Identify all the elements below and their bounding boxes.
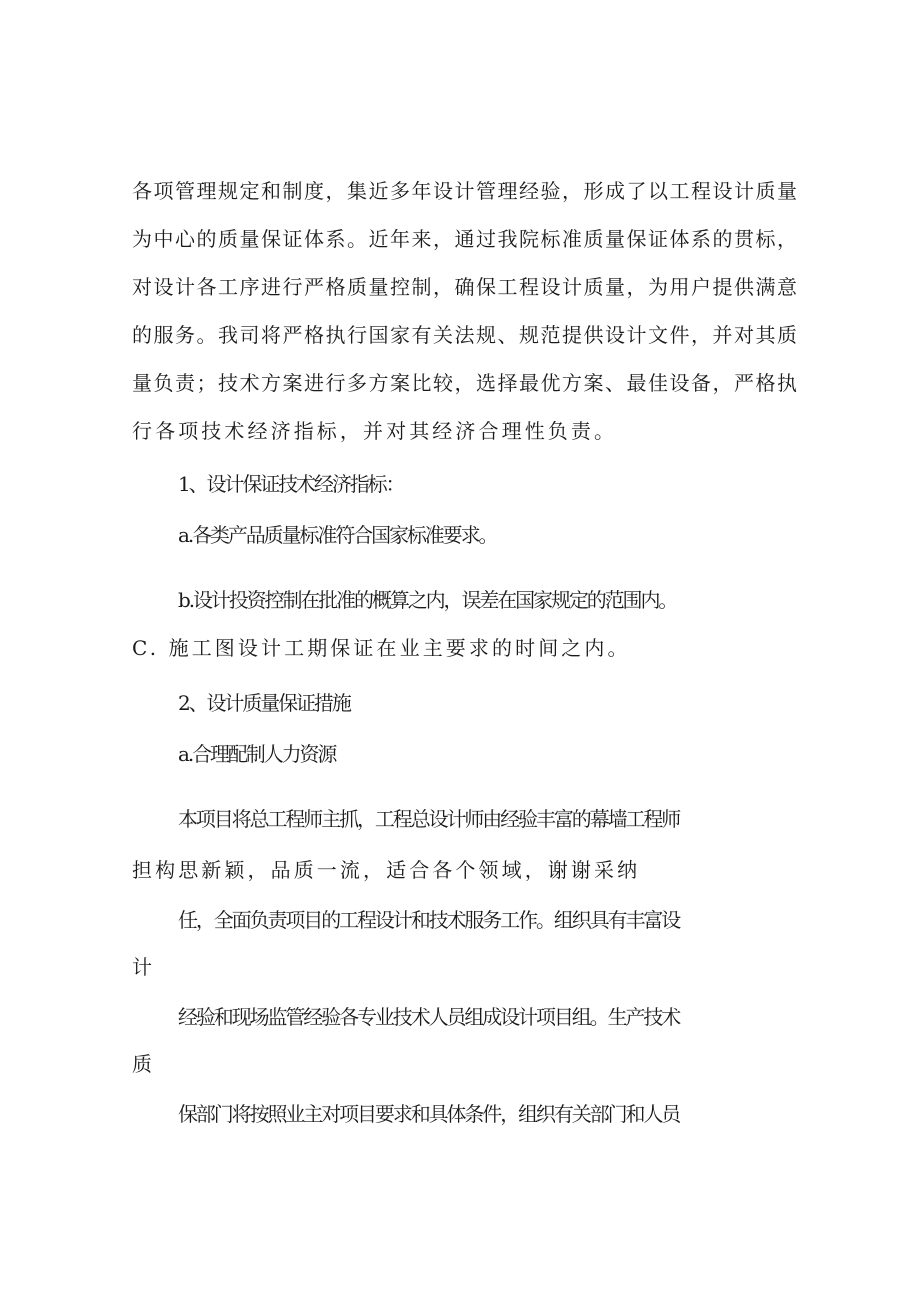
paragraph-1-line-3: 对设计各工序进行严格质量控制，确保工程设计质量，为用户提供满意 [132, 275, 797, 299]
list-item-b: b.设计投资控制在批准的概算之内，误差在国家规定的范围内。 [178, 588, 677, 612]
list-item-a: a.各类产品质量标准符合国家标准要求。 [178, 523, 497, 547]
paragraph-2-line-5: 经验和现场监管经验各专业技术人员组成设计项目组。生产技术 [178, 1005, 680, 1029]
section-heading-2: 2、设计质量保证措施 [178, 691, 350, 715]
paragraph-2-line-4: 计 [132, 955, 156, 979]
paragraph-1-line-5: 量负责；技术方案进行多方案比较，选择最优方案、最佳设备，严格执 [132, 371, 797, 395]
paragraph-2-line-1: 本项目将总工程师主抓，工程总设计师由经验丰富的幕墙工程师 [178, 807, 680, 831]
paragraph-2-line-3: 任，全面负责项目的工程设计和技术服务工作。组织具有丰富设 [178, 908, 680, 932]
list-item-2a: a.合理配制人力资源 [178, 742, 336, 766]
paragraph-2-line-7: 保部门将按照业主对项目要求和具体条件，组织有关部门和人员 [178, 1102, 680, 1126]
paragraph-1-line-1: 各项管理规定和制度，集近多年设计管理经验，形成了以工程设计质量 [132, 179, 797, 203]
paragraph-1-line-4: 的服务。我司将严格执行国家有关法规、规范提供设计文件，并对其质 [132, 323, 797, 347]
paragraph-2-line-2: 担构思新颖，品质一流，适合各个领域，谢谢采纳 [132, 858, 641, 882]
paragraph-2-line-6: 质 [132, 1052, 156, 1076]
paragraph-1-line-6: 行各项技术经济指标，并对其经济合理性负责。 [132, 419, 618, 443]
section-heading-1: 1、设计保证技术经济指标： [178, 472, 404, 496]
list-item-c: C. 施工图设计工期保证在业主要求的时间之内。 [132, 636, 631, 660]
paragraph-1-line-2: 为中心的质量保证体系。近年来，通过我院标准质量保证体系的贯标， [132, 227, 797, 251]
